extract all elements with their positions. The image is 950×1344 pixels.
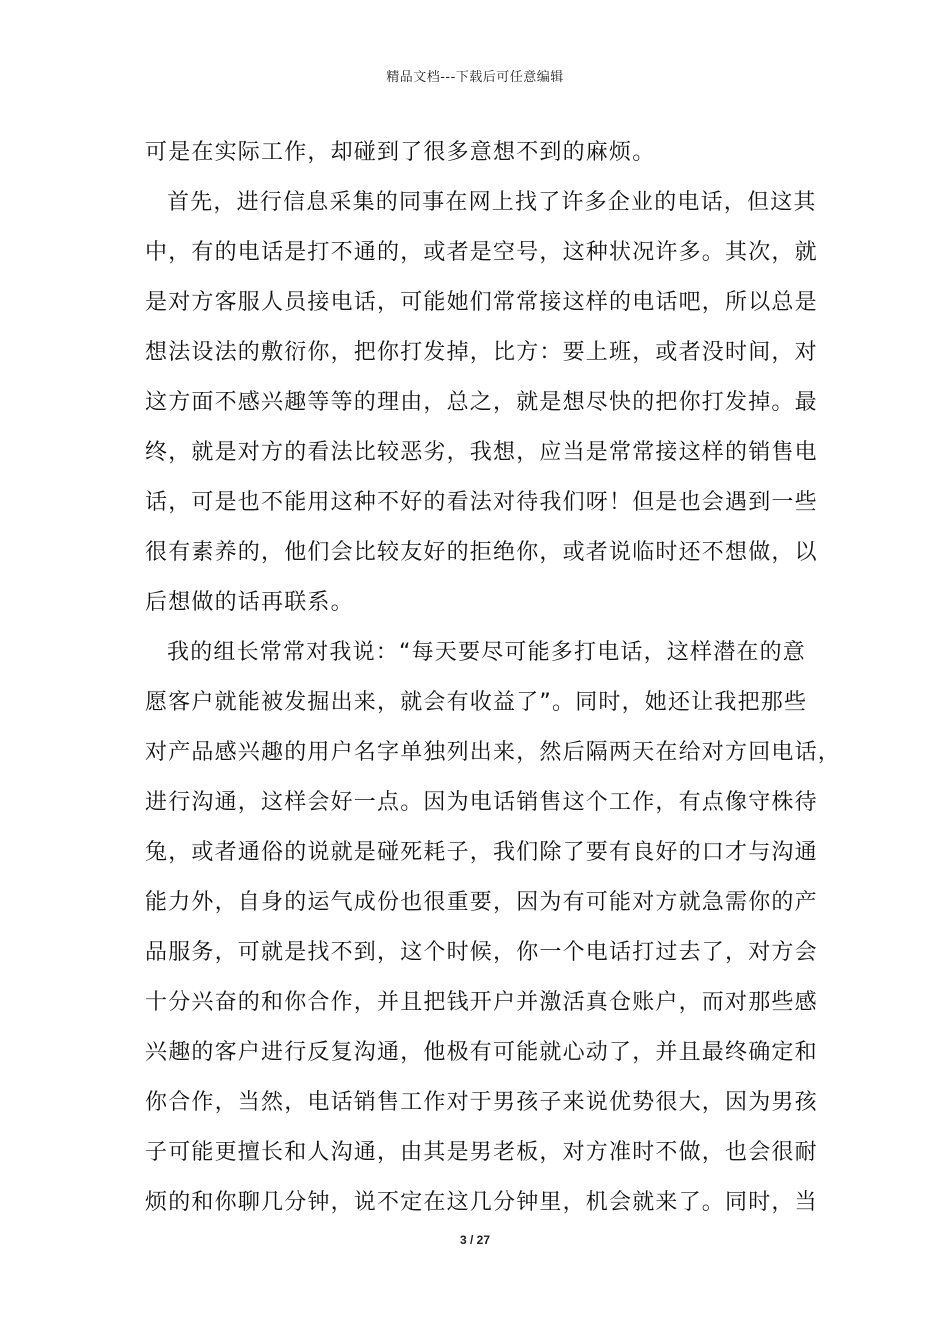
text-line: 想法设法的敷衍你，把你打发掉，比方：要上班，或者没时间，对 bbox=[145, 340, 818, 365]
text-line: 烦的和你聊几分钟，说不定在这几分钟里，机会就来了。同时，当 bbox=[145, 1190, 818, 1215]
text-line: 很有素养的，他们会比较友好的拒绝你，或者说临时还不想做，以 bbox=[145, 540, 818, 565]
text-line: 兴趣的客户进行反复沟通，他极有可能就心动了，并且最终确定和 bbox=[145, 1040, 818, 1065]
text-line: 愿客户就能被发掘出来，就会有收益了”。同时，她还让我把那些 bbox=[145, 690, 808, 715]
text-line: 后想做的话再联系。 bbox=[145, 590, 354, 615]
text-line: 你合作，当然，电话销售工作对于男孩子来说优势很大，因为男孩 bbox=[145, 1090, 818, 1115]
document-body bbox=[145, 128, 842, 1228]
page-number: 3 / 27 bbox=[459, 1233, 491, 1247]
text-line: 兔，或者通俗的说就是碰死耗子，我们除了要有良好的口才与沟通 bbox=[145, 840, 818, 865]
text-line: 品服务，可就是找不到，这个时候，你一个电话打过去了，对方会 bbox=[145, 940, 818, 965]
page-header: 精品文档---下载后可任意编辑 bbox=[386, 70, 564, 85]
text-line: 这方面不感兴趣等等的理由，总之，就是想尽快的把你打发掉。最 bbox=[145, 390, 818, 415]
paragraph-start-line: 我的组长常常对我说：“每天要尽可能多打电话，这样潜在的意 bbox=[167, 640, 806, 665]
text-line: 对产品感兴趣的用户名字单独列出来，然后隔两天在给对方回电话， bbox=[145, 740, 842, 765]
text-line: 可是在实际工作，却碰到了很多意想不到的麻烦。 bbox=[145, 140, 656, 165]
text-line: 终，就是对方的看法比较恶劣，我想，应当是常常接这样的销售电 bbox=[145, 440, 818, 465]
paragraph-start-line: 首先，进行信息采集的同事在网上找了许多企业的电话，但这其 bbox=[167, 190, 817, 215]
text-line: 话，可是也不能用这种不好的看法对待我们呀！但是也会遇到一些 bbox=[145, 490, 818, 515]
text-line: 中，有的电话是打不通的，或者是空号，这种状况许多。其次，就 bbox=[145, 240, 818, 265]
text-line: 十分兴奋的和你合作，并且把钱开户并激活真仓账户，而对那些感 bbox=[145, 990, 818, 1015]
text-line: 进行沟通，这样会好一点。因为电话销售这个工作，有点像守株待 bbox=[145, 790, 818, 815]
text-line: 是对方客服人员接电话，可能她们常常接这样的电话吧，所以总是 bbox=[145, 290, 818, 315]
text-line: 子可能更擅长和人沟通，由其是男老板，对方准时不做，也会很耐 bbox=[145, 1140, 818, 1165]
text-line: 能力外，自身的运气成份也很重要，因为有可能对方就急需你的产 bbox=[145, 890, 818, 915]
